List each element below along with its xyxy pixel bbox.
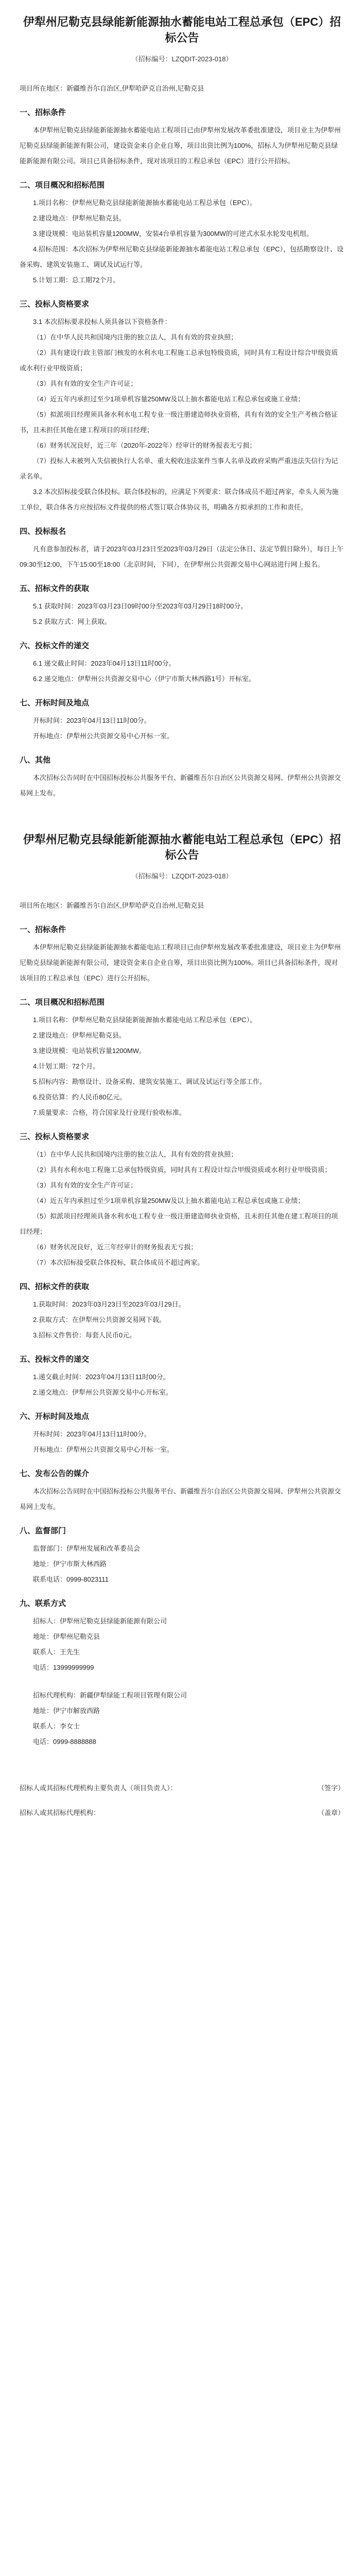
paragraph: 7.质量要求：合格，符合国家及行业现行验收标准。 bbox=[33, 1109, 186, 1117]
section-heading: 五、招标文件的获取 bbox=[20, 584, 90, 593]
paragraph: 监督部门：伊犁州发展和改革委员会 bbox=[33, 1545, 141, 1553]
paragraph: 1.项目名称：伊犁州尼勒克县绿能新能源抽水蓄能电站工程总承包（EPC）。 bbox=[33, 1016, 257, 1024]
paragraph: （3）具有有效的安全生产许可证； bbox=[33, 379, 137, 387]
project-location: 项目所在地区：新疆维吾尔自治区,伊犁哈萨克自治州,尼勒克县 bbox=[20, 84, 204, 92]
paragraph: 3.招标文件售价：每套人民币0元。 bbox=[33, 1331, 136, 1340]
second-number: （招标编号：LZQDIT-2023-018） bbox=[131, 872, 233, 880]
paragraph: （1）在中华人民共和国境内注册的独立法人，具有有效的营业执照； bbox=[33, 333, 238, 341]
section-heading: 四、投标报名 bbox=[20, 527, 66, 536]
paragraph: 3.2 本次招标接受联合体投标。联合体投标的，应满足下列要求：联合体成员不超过两家，牵头人须为施工单位，联合体各方应按招标文件提供的格式签订联合体协议书，明确各方拟承担的工作和责任。 bbox=[20, 487, 339, 511]
paragraph: 1.获取时间：2023年03月23日至2023年03月29日。 bbox=[33, 1300, 185, 1309]
section-heading: 七、发布公告的媒介 bbox=[20, 1469, 90, 1479]
paragraph: 5.招标内容：勘察设计、设备采购、建筑安装施工、调试及试运行等全部工作。 bbox=[33, 1078, 266, 1086]
doc-number: （招标编号：LZQDIT-2023-018） bbox=[131, 55, 233, 63]
section-heading: 二、项目概况和招标范围 bbox=[20, 998, 105, 1007]
section-heading: 九、联系方式 bbox=[20, 1599, 66, 1608]
section-heading: 一、招标条件 bbox=[20, 925, 66, 935]
paragraph: （6）财务状况良好，近三年经审计的财务报表无亏损； bbox=[33, 1243, 198, 1251]
section-heading: 一、招标条件 bbox=[20, 108, 66, 117]
paragraph: （1）在中华人民共和国境内注册的独立法人，具有有效的营业执照； bbox=[33, 1150, 238, 1159]
paragraph: （4）近五年内承担过至少1项单机容量250MW及以上抽水蓄能电站工程总承包或施工业绩； bbox=[33, 395, 305, 403]
paragraph: 5.计划工期：总工期72个月。 bbox=[33, 276, 120, 284]
paragraph: 2.建设地点：伊犁州尼勒克县。 bbox=[33, 214, 126, 222]
section-heading: 四、招标文件的获取 bbox=[20, 1282, 90, 1292]
paragraph: 2.递交地点：伊犁州公共资源交易中心开标室。 bbox=[33, 1388, 172, 1397]
section-heading: 六、投标文件的递交 bbox=[20, 641, 90, 650]
paragraph: 电话：13999999999 bbox=[33, 1664, 94, 1672]
paragraph: 开标时间：2023年04月13日11时00分。 bbox=[33, 1430, 151, 1438]
paragraph: （7）投标人未被列入失信被执行人名单、重大税收违法案件当事人名单及政府采购严重违法失信行为记录名单。 bbox=[20, 456, 338, 480]
section-heading: 二、项目概况和招标范围 bbox=[20, 180, 105, 190]
paragraph: （2）具有水利水电工程施工总承包特级资质，同时具有工程设计综合甲级资质或水利行业甲级资质； bbox=[33, 1166, 332, 1174]
second-notice bbox=[20, 832, 344, 1821]
signature-agent-value: （盖章） bbox=[317, 1809, 344, 1817]
paragraph: 2.获取方式：在伊犁州公共资源交易网下载。 bbox=[33, 1316, 166, 1324]
doc-title: 伊犁州尼勒克县绿能新能源抽水蓄能电站工程总承包（EPC）招标公告 bbox=[23, 15, 341, 44]
paragraph: 地址：伊宁市解放西路 bbox=[33, 1707, 100, 1715]
paragraph: 开标时间：2023年04月13日11时00分。 bbox=[33, 716, 151, 724]
paragraph: 联系电话：0999-8023111 bbox=[33, 1575, 109, 1584]
paragraph: 4.计划工期：72个月。 bbox=[33, 1062, 100, 1071]
signature-block bbox=[20, 1781, 344, 1821]
paragraph: （5）拟派项目经理须具备水利水电工程专业一级注册建造师执业资格，且未担任其他在建工程项目的项目经理； bbox=[20, 1212, 338, 1236]
paragraph: 4.招标范围：本次招标为伊犁州尼勒克县绿能新能源抽水蓄能电站工程总承包（EPC），包括勘察设计、设备采购、建筑安装施工、调试及试运行等。 bbox=[20, 245, 344, 268]
section-heading: 五、投标文件的递交 bbox=[20, 1355, 90, 1364]
second-title: 伊犁州尼勒克县绿能新能源抽水蓄能电站工程总承包（EPC）招标公告 bbox=[23, 833, 341, 862]
paragraph: 本次招标公告同时在中国招标投标公共服务平台、新疆维吾尔自治区公共资源交易网、伊犁州公共资源交易网上发布。 bbox=[20, 773, 341, 797]
section-heading: 八、其他 bbox=[20, 755, 51, 765]
signature-owner-label: 招标人或其招标代理机构主要负责人（项目负责人）： bbox=[20, 1784, 177, 1792]
paragraph: 3.1 本次招标要求投标人须具备以下资格条件： bbox=[33, 317, 171, 326]
paragraph: （3）具有有效的安全生产许可证； bbox=[33, 1181, 137, 1190]
section-heading: 八、监督部门 bbox=[20, 1527, 66, 1536]
paragraph: 3.建设规模：电站装机容量1200MW。 bbox=[33, 1047, 146, 1055]
paragraph: 6.投资估算：约人民币80亿元。 bbox=[33, 1093, 127, 1101]
section-heading: 三、投标人资格要求 bbox=[20, 1132, 90, 1142]
section-heading: 六、开标时间及地点 bbox=[20, 1412, 90, 1421]
paragraph: 电话：0999-8888888 bbox=[33, 1738, 96, 1746]
paragraph: （2）具有建设行政主管部门核发的水利水电工程施工总承包特级资质，同时具有工程设计综合甲级资质或水利行业甲级资质； bbox=[20, 348, 338, 372]
paragraph: 1.递交截止时间：2023年04月13日11时00分。 bbox=[33, 1373, 170, 1381]
paragraph: 开标地点：伊犁州公共资源交易中心开标一室。 bbox=[33, 732, 174, 740]
signature-row-agent bbox=[20, 1805, 344, 1821]
paragraph: 联系人：李女士 bbox=[33, 1722, 80, 1731]
paragraph: 2.建设地点：伊犁州尼勒克县。 bbox=[33, 1031, 126, 1040]
paragraph: 招标人：伊犁州尼勒克县绿能新能源有限公司 bbox=[33, 1617, 167, 1625]
paragraph: 联系人：王先生 bbox=[33, 1648, 80, 1656]
paragraph: 招标代理机构：新疆伊犁绿能工程项目管理有限公司 bbox=[33, 1691, 187, 1700]
section-heading: 七、开标时间及地点 bbox=[20, 698, 90, 707]
paragraph: （6）财务状况良好，近三年（2020年-2022年）经审计的财务报表无亏损； bbox=[33, 441, 256, 449]
paragraph: 本伊犁州尼勒克县绿能新能源抽水蓄能电站工程项目已由伊犁州发展改革委批准建设，项目业主为伊犁州尼勒克县绿能新能源有限公司，建设资金来自企业自筹，项目出资比例为100%，招标人为伊犁州尼勒克县绿能新能源有限公司。项目已具备招标条件，现对该项目的工程总承包（EPC）进行公开招标。 bbox=[20, 126, 341, 165]
paragraph: 3.建设规模：电站装机容量1200MW，安装4台单机容量为300MW的可逆式水泵水轮发电机组。 bbox=[33, 229, 313, 238]
signature-owner-value: （签字） bbox=[317, 1784, 344, 1792]
paragraph: 本伊犁州尼勒克县绿能新能源抽水蓄能电站工程项目已由伊犁州发展改革委批准建设，项目业主为伊犁州尼勒克县绿能新能源有限公司，建设资金来自企业自筹，项目出资比例为100%。项目已具备招标条件，现对该项目的工程总承包（EPC）进行公开招标。 bbox=[20, 943, 341, 982]
paragraph: 6.2 递交地点：伊犁州公共资源交易中心（伊宁市斯大林西路1号）开标室。 bbox=[33, 674, 255, 683]
second-location: 项目所在地区：新疆维吾尔自治区,伊犁哈萨克自治州,尼勒克县 bbox=[20, 902, 204, 910]
paragraph: 6.1 递交截止时间：2023年04月13日11时00分。 bbox=[33, 659, 176, 667]
paragraph: （7）本次招标接受联合体投标，联合体成员不超过两家。 bbox=[33, 1259, 204, 1267]
signature-row-owner bbox=[20, 1781, 344, 1796]
paragraph: 地址：伊宁市斯大林西路 bbox=[33, 1560, 107, 1568]
paragraph: 5.2 获取方式：网上获取。 bbox=[33, 617, 111, 625]
paragraph: （5）拟派项目经理须具备水利水电工程专业一级注册建造师执业资格，具有有效的安全生产考核合格证书，且未担任其他在建工程项目的项目经理； bbox=[20, 410, 338, 434]
signature-agent-label: 招标人或其招标代理机构： bbox=[20, 1809, 100, 1817]
paragraph: 地址：伊犁州尼勒克县 bbox=[33, 1633, 100, 1641]
paragraph: 本次招标公告同时在中国招标投标公共服务平台、新疆维吾尔自治区公共资源交易网、伊犁州公共资源交易网上发布。 bbox=[20, 1487, 341, 1511]
paragraph: 5.1 获取时间：2023年03月23日09时00分至2023年03月29日18时00分。 bbox=[33, 602, 248, 610]
paragraph: 1.项目名称：伊犁州尼勒克县绿能新能源抽水蓄能电站工程总承包（EPC）。 bbox=[33, 198, 257, 207]
paragraph: 凡有意参加投标者，请于2023年03月23日至2023年03月29日（法定公休日、法定节假日除外），每日上午09:30至12:00，下午15:00至18:00（北京时间，下同），在伊犁州公共资源交易中心网站进行网上报名。 bbox=[20, 545, 344, 568]
section-heading: 三、投标人资格要求 bbox=[20, 299, 90, 309]
paragraph: （4）近五年内承担过至少1项单机容量250MW及以上抽水蓄能电站工程总承包或施工业绩； bbox=[33, 1197, 305, 1205]
paragraph: 开标地点：伊犁州公共资源交易中心开标一室。 bbox=[33, 1446, 174, 1454]
